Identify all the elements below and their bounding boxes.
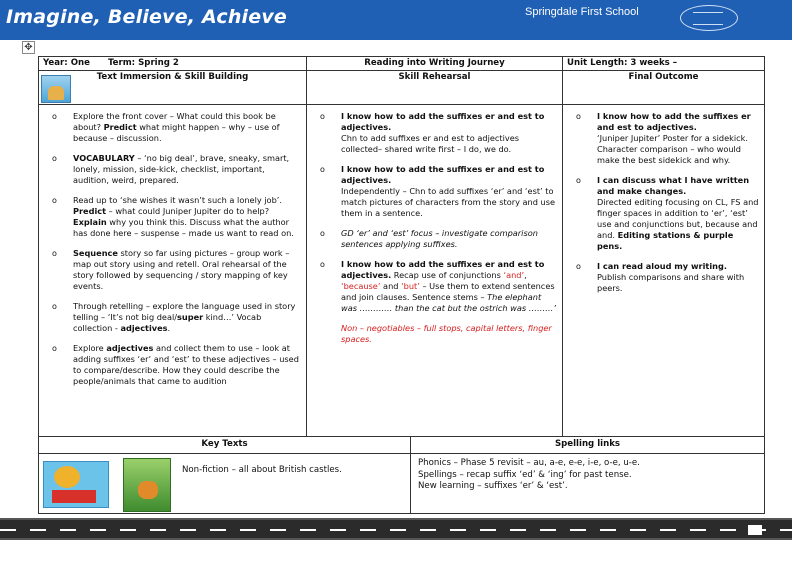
rehearsal-cell (307, 105, 563, 437)
list-item: o I know how to add the suffixes er and est to adjectives. Independently – Chn to add suffixes ‘er’ and ‘est’ to match pictures of characters from the story and use them in a sentence. (311, 164, 558, 219)
road-end-marker (748, 525, 762, 535)
immersion-cell (39, 105, 307, 437)
list-item: o Sequence story so far using pictures – group work – map out story using and retell. Oral rehearsal of the story followed by sequencing / story mapping of key events. (43, 248, 302, 292)
col-heading-rehearsal: Skill Rehearsal (307, 71, 563, 105)
col-heading-outcome: Final Outcome (563, 71, 765, 105)
col-heading-immersion: Text Immersion & Skill Building (39, 71, 307, 105)
school-name: Springdale First School (525, 6, 639, 18)
school-logo (680, 5, 738, 31)
list-item: o I know how to add the suffixes er and est to adjectives. Chn to add suffixes er and est to adjectives collected– shared write first – I do, we do. (311, 111, 558, 155)
page-banner (0, 0, 792, 40)
rehearsal-list (311, 111, 558, 314)
spelling-links-heading: Spelling links (411, 437, 765, 454)
list-item: o VOCABULARY – ‘no big deal’, brave, sneaky, smart, lonely, mission, side-kick, checklist, important, audition, weird, prepared. (43, 153, 302, 186)
header-row (39, 57, 765, 71)
banner-title: Imagine, Believe, Achieve (6, 6, 288, 28)
list-item: o I can read aloud my writing. Publish comparisons and share with peers. (567, 261, 760, 294)
list-item: o Explore the front cover – What could this book be about? Predict what might happen – why – use of because – discussion. (43, 111, 302, 144)
spelling-line: Phonics – Phase 5 revisit – au, a-e, e-e, i-e, o-e, u-e. (418, 458, 640, 468)
key-text-description: Non-fiction – all about British castles. (182, 465, 342, 475)
key-text-cover-2 (123, 458, 171, 512)
key-text-cover-1 (43, 461, 109, 508)
spelling-line: Spellings – recap suffix ‘ed’ & ‘ing’ for past tense. (418, 469, 632, 480)
list-item: o GD ‘er’ and ‘est’ focus – investigate comparison sentences applying suffixes. (311, 228, 558, 250)
plan-body-row (39, 105, 765, 437)
footer-heading-row (39, 437, 765, 454)
term-label: Term: Spring 2 (107, 58, 179, 68)
planning-table (38, 56, 765, 437)
immersion-list (43, 111, 302, 387)
unit-length[interactable]: Unit Length: 3 weeks – (563, 57, 765, 71)
spelling-line: New learning – suffixes ‘er’ & ‘est’. (418, 481, 568, 491)
unit-title: Reading into Writing Journey (307, 57, 563, 71)
non-negotiables-note: Non – negotiables – full stops, capital letters, finger spaces. (341, 323, 552, 344)
list-item: o I can discuss what I have written and make changes. Directed editing focusing on CL, FS and finger spaces in addition to ‘er’, ‘est’ use and conjunctions but, because and and. Editing stations & purple pens. (567, 175, 760, 252)
list-item: o Explore adjectives and collect them to use – look at adding suffixes ‘er’ and ‘est’ to these adjectives – used to compare/describe. How they could describe the people/animals that came to audition (43, 343, 302, 387)
key-texts-heading: Key Texts (39, 437, 411, 454)
book-cover-image (41, 75, 71, 103)
list-item: o I know how to add the suffixes er and est to adjectives. ‘Juniper Jupiter’ Poster for a sidekick. Character comparison – who would make the best sidekick and why. (567, 111, 760, 166)
key-texts-cell (39, 454, 411, 514)
spelling-links-cell (411, 454, 765, 514)
table-move-handle-icon[interactable]: ✥ (22, 41, 35, 54)
outcome-list (567, 111, 760, 294)
header-year-term (39, 57, 307, 71)
list-item: o I know how to add the suffixes er and est to adjectives. Recap use of conjunctions ‘and’, ‘because’ and ‘but’ – Use them to extend sentences and join clauses. Sentence stems – The elephant was ………… than the cat but the ostrich was ………’ (311, 259, 558, 314)
footer-content-row (39, 454, 765, 514)
footer-table (38, 436, 765, 514)
list-item: o Read up to ‘she wishes it wasn’t such a lonely job’. Predict – what could Juniper Jupiter do to help? Explain why you think this. Discuss what the author has done here – suspense – made us want to read on. (43, 195, 302, 239)
list-item: o Through retelling – explore the language used in story telling – ‘It’s not big deal/super kind…’ Vocab collection - adjectives. (43, 301, 302, 334)
road-border-decoration (0, 518, 792, 540)
column-headings-row (39, 71, 765, 105)
outcome-cell (563, 105, 765, 437)
year-label: Year: One (43, 58, 90, 68)
